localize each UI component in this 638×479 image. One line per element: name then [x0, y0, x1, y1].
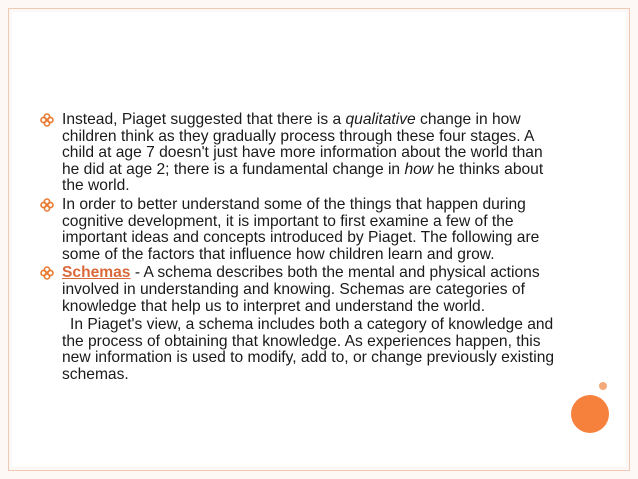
- frame-border-top: [8, 8, 630, 9]
- bullet-item: [40, 112, 560, 195]
- slide-body: [40, 112, 560, 384]
- bullet-text-2: In order to better understand some of the things that happen during cognitive development, it is important to first examine a few of the important ideas and concepts introduced by Piaget. The following are some of the factors that influence how children learn and grow.: [62, 195, 540, 263]
- flower-bullet-icon: [40, 113, 54, 127]
- bullet-text-1e: he thinks about the world.: [62, 160, 544, 195]
- continuation-paragraph: In Piaget's view, a schema includes both a category of knowledge and the process of obtaining that knowledge. As experiences happen, this new information is used to modify, add to, or change previously existing schemas.: [62, 316, 555, 383]
- frame-border-bottom: [8, 470, 630, 471]
- frame-border-left: [8, 8, 9, 471]
- schemas-term-link[interactable]: Schemas: [62, 264, 131, 282]
- bullet-text-1a: Instead, Piaget suggested that there is a: [62, 111, 346, 128]
- bullet-item: [40, 197, 560, 263]
- bullet-text-1d-emphasis: how: [404, 160, 434, 178]
- flower-bullet-icon: [40, 266, 54, 280]
- decorative-small-circle: [599, 382, 607, 390]
- decorative-large-circle: [571, 395, 609, 433]
- frame-border-right: [629, 8, 630, 471]
- bullet-text-3: - A schema describes both the mental and physical actions involved in understanding and knowing. Schemas are categories of knowledge that help us to interpret and understand the world.: [62, 264, 540, 315]
- flower-bullet-icon: [40, 198, 54, 212]
- bullet-text-1c: change in how children think as they gradually process through these four stages. A child at age 7 doesn't just have more information about the world than he did at age 2; there is a fundamental change in: [62, 111, 543, 178]
- bullet-text-1b-emphasis: qualitative: [345, 111, 416, 128]
- bullet-item: [40, 265, 560, 315]
